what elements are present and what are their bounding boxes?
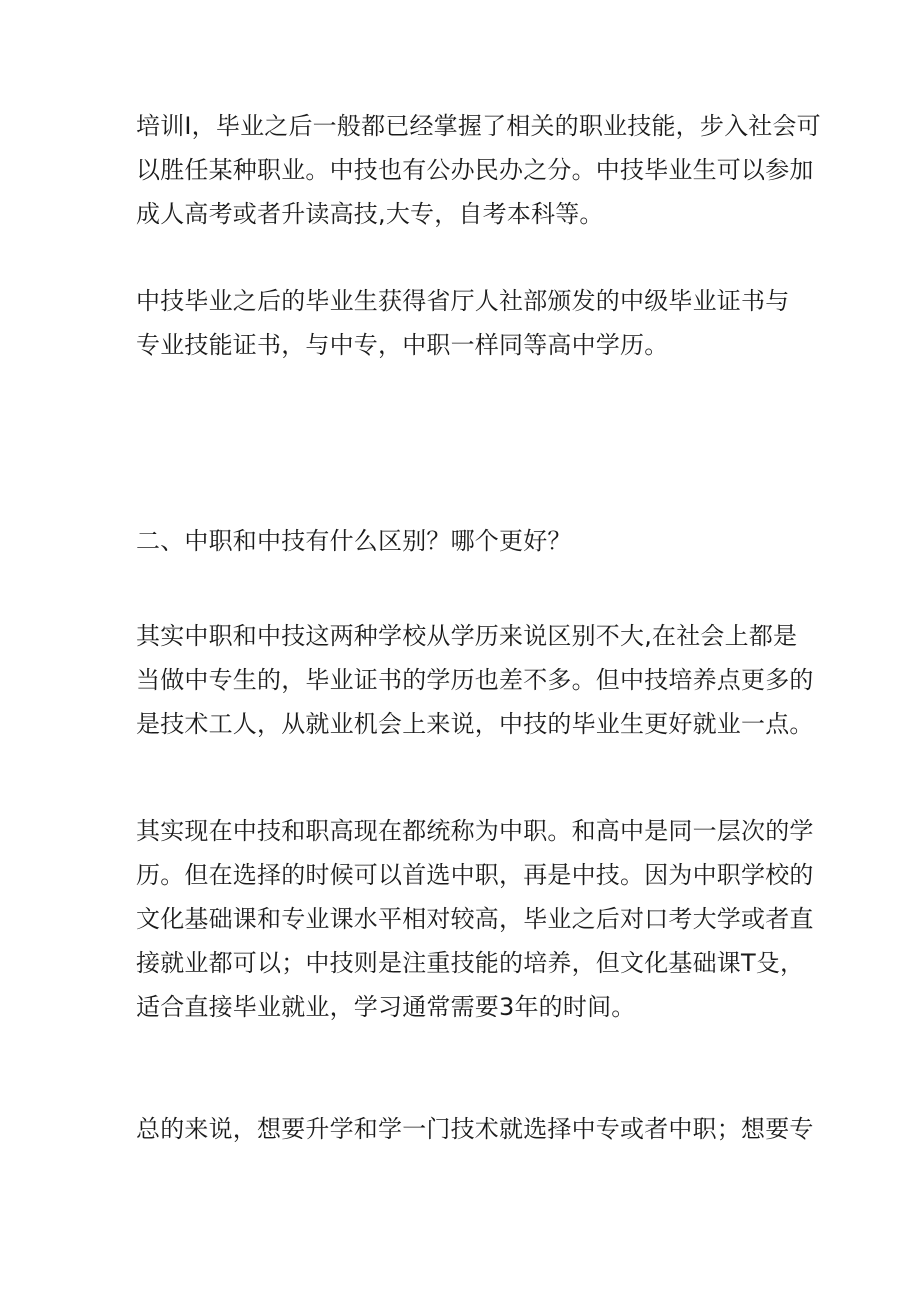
text-line: 是技术工人，从就业机会上来说，中技的毕业生更好就业一点。 [136,710,814,738]
text-line: 其实中职和中技这两种学校从学历来说区别不大,在社会上都是 [136,622,798,650]
text-line: 以胜任某种职业。中技也有公办民办之分。中技毕业生可以参加 [136,156,814,184]
text-line: 中技毕业之后的毕业生获得省厅人社部颁发的中级毕业证书与 [136,287,790,315]
text-line: 当做中专生的，毕业证书的学历也差不多。但中技培养点更多的 [136,666,814,694]
paragraph-summary [136,1107,814,1151]
paragraph-certificate [136,279,796,367]
text-line: 其实现在中技和职高现在都统称为中职。和高中是同一层次的学 [136,817,814,845]
text-line: 成人高考或者升读高技,大专，自考本科等。 [136,200,604,228]
text-line: 文化基础课和专业课水平相对较高，毕业之后对口考大学或者直 [136,905,814,933]
paragraph-difference [136,614,814,746]
text-line: 总的来说，想要升学和学一门技术就选择中专或者中职；想要专 [136,1115,814,1143]
text-line: 适合直接毕业就业，学习通常需要3年的时间。 [136,993,636,1021]
text-line: 专业技能证书，与中专，中职一样同等高中学历。 [136,331,669,359]
text-line: 培训I，毕业之后一般都已经掌握了相关的职业技能，步入社会可 [136,112,821,140]
section-heading [136,519,796,563]
heading-text: 二、中职和中技有什么区别？哪个更好？ [136,527,572,555]
paragraph-training [136,104,821,236]
paragraph-choice [136,809,814,1029]
text-line: 接就业都可以；中技则是注重技能的培养，但文化基础课T殳， [136,949,805,977]
text-line: 历。但在选择的时候可以首选中职，再是中技。因为中职学校的 [136,861,814,889]
